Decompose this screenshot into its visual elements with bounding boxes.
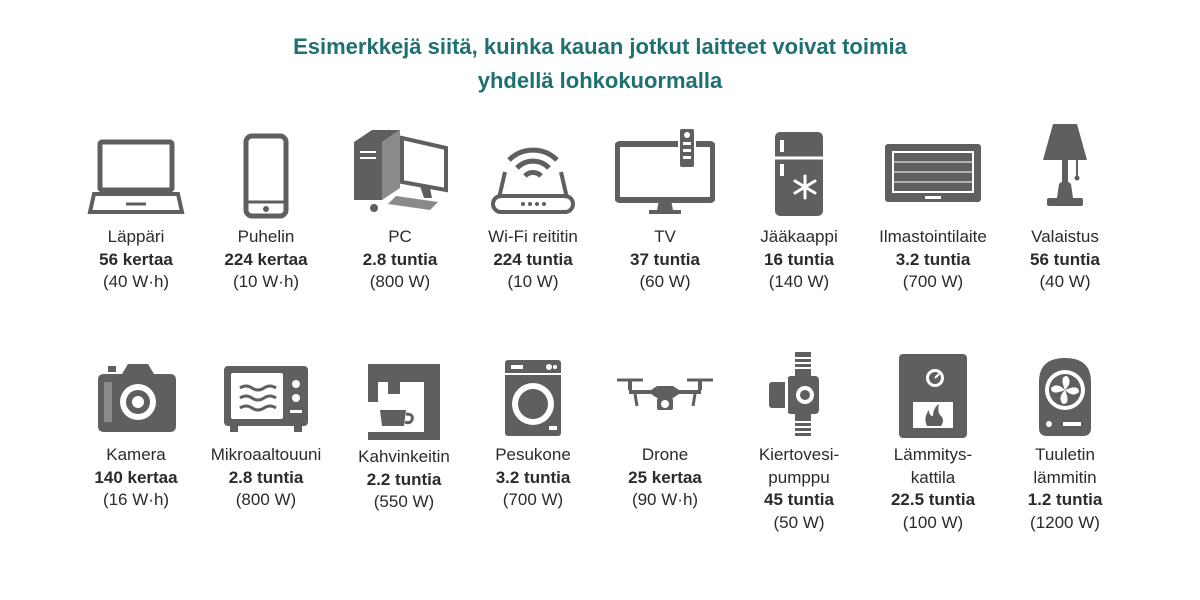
device-spec: (40 W·h): [102, 272, 170, 291]
device-name: Pesukone: [495, 445, 571, 464]
device-name: Lämmitys-: [893, 445, 973, 464]
device-spec: (140 W): [768, 272, 830, 291]
device-spec: (10 W·h): [232, 272, 300, 291]
page-title: [0, 30, 1200, 98]
device-name: Kiertovesi-: [758, 445, 840, 464]
device-value: 22.5 tuntia: [890, 490, 976, 509]
device-name: Puhelin: [237, 227, 295, 246]
device-value: 25 kertaa: [628, 467, 702, 487]
device-value: 2.2 tuntia: [366, 469, 442, 489]
device-value: 37 tuntia: [630, 249, 700, 269]
device-spec: (100 W): [902, 512, 964, 532]
fridge-icon: [749, 130, 849, 220]
coffee-machine-icon: [354, 358, 454, 448]
device-value: 224 kertaa: [224, 249, 308, 269]
device-spec: (1200 W): [1030, 512, 1100, 532]
device-value: 3.2 tuntia: [895, 249, 971, 269]
boiler-icon: [883, 350, 983, 440]
device-spec: (50 W): [773, 512, 825, 532]
device-name: TV: [654, 227, 676, 246]
device-name: Kamera: [106, 445, 166, 464]
device-name: Wi-Fi reititin: [488, 227, 578, 246]
microwave-icon: [216, 354, 316, 444]
device-name: Tuuletin: [1035, 445, 1095, 464]
lamp-icon: [1015, 122, 1115, 212]
device-name: PC: [388, 227, 412, 246]
wifi-router-icon: [483, 130, 583, 220]
device-name: Drone: [641, 445, 689, 464]
device-name: Läppäri: [107, 227, 165, 246]
device-name: Mikroaaltouuni: [210, 445, 322, 464]
tv-icon: [615, 126, 715, 216]
device-value: 2.8 tuntia: [228, 467, 304, 487]
device-spec: (700 W): [902, 272, 964, 291]
device-value: 56 tuntia: [1030, 249, 1100, 269]
device-spec: (800 W): [235, 490, 297, 509]
device-name: Kahvinkeitin: [358, 447, 450, 466]
pc-icon: [350, 124, 450, 214]
device-spec: (40 W): [1039, 272, 1091, 291]
device-name: lämmitin: [1033, 467, 1097, 487]
circulation-pump-icon: [749, 350, 849, 440]
device-value: 2.8 tuntia: [362, 249, 438, 269]
title-line-2: yhdellä lohkokuormalla: [477, 68, 723, 93]
device-name: Ilmastointilaite: [879, 227, 987, 246]
device-spec: (550 W): [373, 492, 435, 511]
camera-icon: [86, 350, 186, 440]
device-spec: (10 W): [507, 272, 559, 291]
device-spec: (700 W): [502, 490, 564, 509]
device-name: pumppu: [768, 467, 830, 487]
device-spec: (16 W·h): [102, 490, 170, 509]
air-conditioner-icon: [883, 134, 983, 224]
device-spec: (60 W): [639, 272, 691, 291]
drone-icon: [615, 350, 715, 440]
device-value: 16 tuntia: [764, 249, 834, 269]
device-value: 45 tuntia: [764, 490, 834, 509]
device-spec: (90 W·h): [631, 490, 699, 509]
device-name: Jääkaappi: [760, 227, 838, 246]
washing-machine-icon: [483, 354, 583, 444]
device-name: kattila: [910, 467, 956, 487]
device-name: Valaistus: [1031, 227, 1099, 246]
title-line-1: Esimerkkejä siitä, kuinka kauan jotkut laitteet voivat toimia: [293, 34, 907, 59]
device-value: 56 kertaa: [99, 249, 173, 269]
device-value: 140 kertaa: [94, 467, 178, 487]
device-value: 224 tuntia: [493, 249, 573, 269]
laptop-icon: [86, 130, 186, 220]
phone-icon: [216, 130, 316, 220]
device-spec: (800 W): [369, 272, 431, 291]
device-value: 1.2 tuntia: [1027, 490, 1103, 509]
fan-heater-icon: [1015, 352, 1115, 442]
device-value: 3.2 tuntia: [495, 467, 571, 487]
